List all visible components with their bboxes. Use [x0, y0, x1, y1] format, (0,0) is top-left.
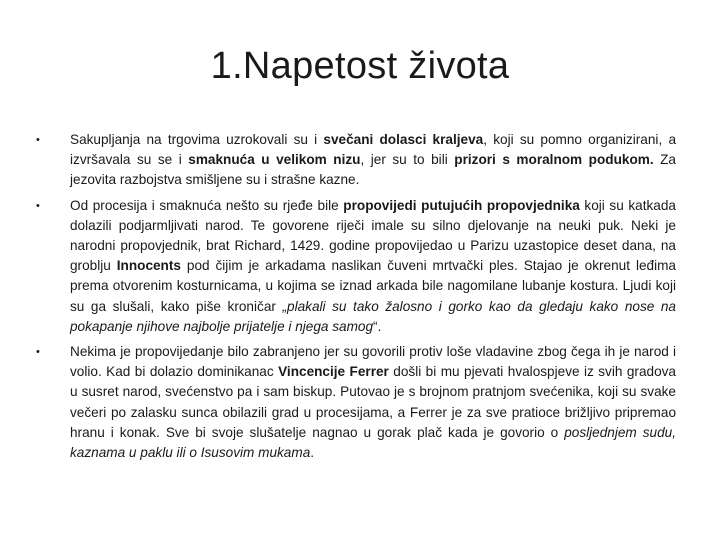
text: koji su katkada dolazili podjarmljivati narod. Te govorene riječi imale su silno djelovanje na neuki puk. Neki je narodni propovjednik, brat Richard, 1429. godine propovijedao u Parizu uzastopice deset dana, na groblju — [70, 197, 676, 274]
bullet-dot: • — [36, 346, 40, 359]
bullet-item-1 — [36, 130, 676, 191]
bold-text: Innocents — [116, 258, 181, 274]
text: , jer su to bili — [360, 152, 455, 168]
bullet-dot: • — [36, 199, 40, 212]
bullet-item-2 — [36, 196, 676, 337]
text: Za jezovita razbojstva smišljene su i strašne kazne. — [70, 152, 676, 188]
text: Nekima je propovijedanje bilo zabranjeno jer su govorili protiv loše vladavine zbog čega ih je narod i volio. Kad bi dolazio dominikanac — [70, 344, 676, 380]
text: došli bi mu pjevati hvalospjeve iz svih gradova u susret narod, svećenstvo pa i sam biskup. Putovao je s brojnom pratnjom svećenika, koji su svake večeri po zalasku sunca obilazili grad u procesijama, a Ferrer je za sve pratioce brižljivo pripremao hranu i konak. Sve bi svoje slušatelje nagnao u gorak plač kada je govorio o — [70, 364, 676, 440]
italic-quote: „plakali su tako žalosno i gorko kao da gledaju kako nose na pokapanje njihove najbolje prijatelje i njega samog — [70, 298, 676, 334]
bold-text: prizori s moralnom podukom. — [454, 152, 654, 168]
bullet-item-3 — [36, 342, 676, 463]
bold-text: propovijedi putujućih propovjednika — [343, 197, 580, 213]
bullet-dot: • — [36, 134, 40, 146]
text: Sakupljanja na trgovima uzrokovali su i — [70, 132, 324, 147]
italic-text: posljednjem sudu, kaznama u paklu ili o Isusovim mukama — [70, 424, 677, 461]
text: Od procesija i smaknuća nešto su rjeđe bile — [70, 197, 344, 213]
text: , koji su pomno organizirani, a izvršavala su se i — [70, 132, 677, 168]
slide-title: 1.Napetost života — [210, 45, 510, 87]
bold-text: smaknuća u velikom nizu — [188, 152, 361, 168]
text: . — [310, 445, 315, 461]
text: pod čijim je arkadama naslikan čuveni mrtvački ples. Stajao je okrenut leđima prema otvorenim kosturnicama, u kojima se iznad arkada bile nagomilane lubanje kostura. Ljudi koji su ga slušali, kako piše kroničar — [70, 258, 676, 314]
bold-text: Vincencije Ferrer — [278, 364, 389, 380]
bullet-list — [36, 130, 676, 468]
text: “. — [373, 318, 382, 334]
bold-text: svečani dolasci kraljeva — [323, 132, 484, 147]
